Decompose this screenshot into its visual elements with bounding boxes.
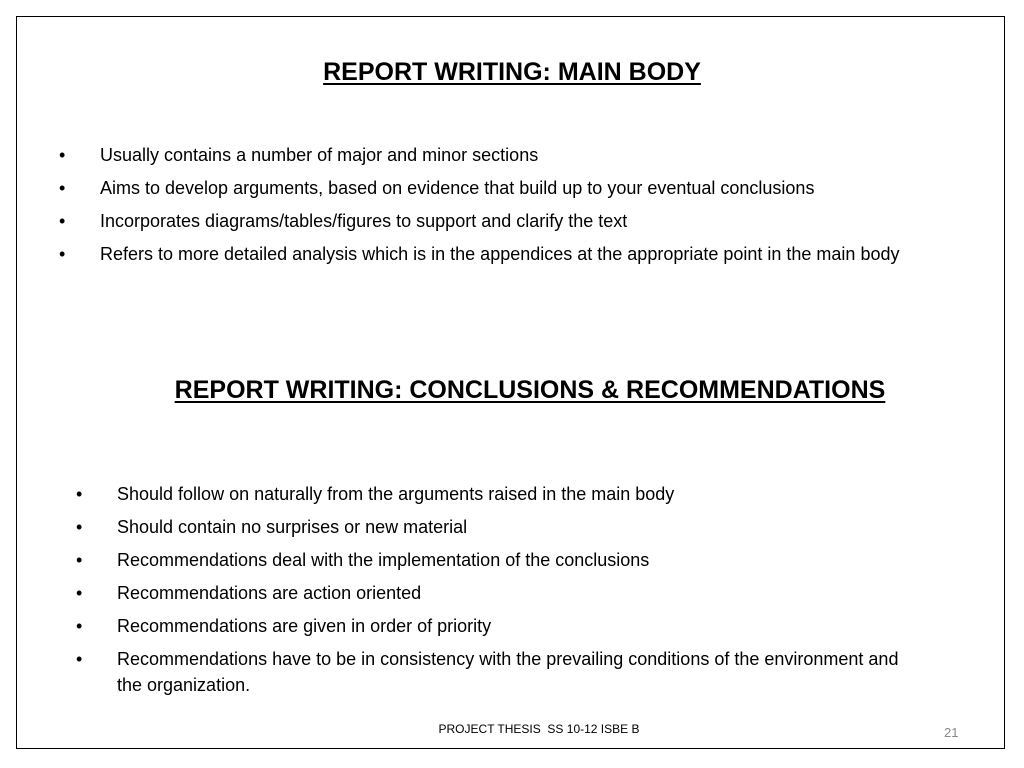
main-body-bullet-list [59, 142, 960, 274]
slide-footer: PROJECT THESIS SS 10-12 ISBE B [438, 722, 640, 736]
list-item-text: Aims to develop arguments, based on evidence that build up to your eventual conclusions [100, 178, 815, 198]
list-item [76, 646, 917, 698]
list-item [59, 241, 960, 267]
bullet-icon: • [59, 178, 66, 198]
list-item [59, 142, 960, 168]
bullet-icon: • [76, 550, 83, 570]
bullet-icon: • [59, 145, 66, 165]
list-item [59, 175, 960, 201]
list-item [76, 514, 917, 540]
list-item-text: Recommendations have to be in consistency with the prevailing conditions of the environment and the organization. [117, 649, 899, 695]
list-item-text: Incorporates diagrams/tables/figures to support and clarify the text [100, 211, 628, 231]
bullet-icon: • [76, 517, 83, 537]
page-number: 21 [944, 725, 959, 740]
heading-main-body: REPORT WRITING: MAIN BODY [323, 58, 701, 86]
list-item [76, 613, 917, 639]
bullet-icon: • [76, 649, 83, 669]
list-item-text: Recommendations are given in order of priority [117, 616, 492, 636]
list-item-text: Should follow on naturally from the arguments raised in the main body [117, 484, 675, 504]
bullet-icon: • [76, 583, 83, 603]
list-item [76, 547, 917, 573]
list-item-text: Recommendations deal with the implementation of the conclusions [117, 550, 650, 570]
bullet-icon: • [76, 616, 83, 636]
bullet-icon: • [76, 484, 83, 504]
list-item [59, 208, 960, 234]
list-item-text: Should contain no surprises or new material [117, 517, 468, 537]
list-item-text: Refers to more detailed analysis which is in the appendices at the appropriate point in the main body [100, 244, 900, 264]
list-item [76, 580, 917, 606]
conclusions-bullet-list [76, 481, 917, 705]
list-item [76, 481, 917, 507]
bullet-icon: • [59, 244, 66, 264]
list-item-text: Recommendations are action oriented [117, 583, 422, 603]
list-item-text: Usually contains a number of major and minor sections [100, 145, 539, 165]
bullet-icon: • [59, 211, 66, 231]
heading-conclusions: REPORT WRITING: CONCLUSIONS & RECOMMENDATIONS [174, 376, 886, 404]
